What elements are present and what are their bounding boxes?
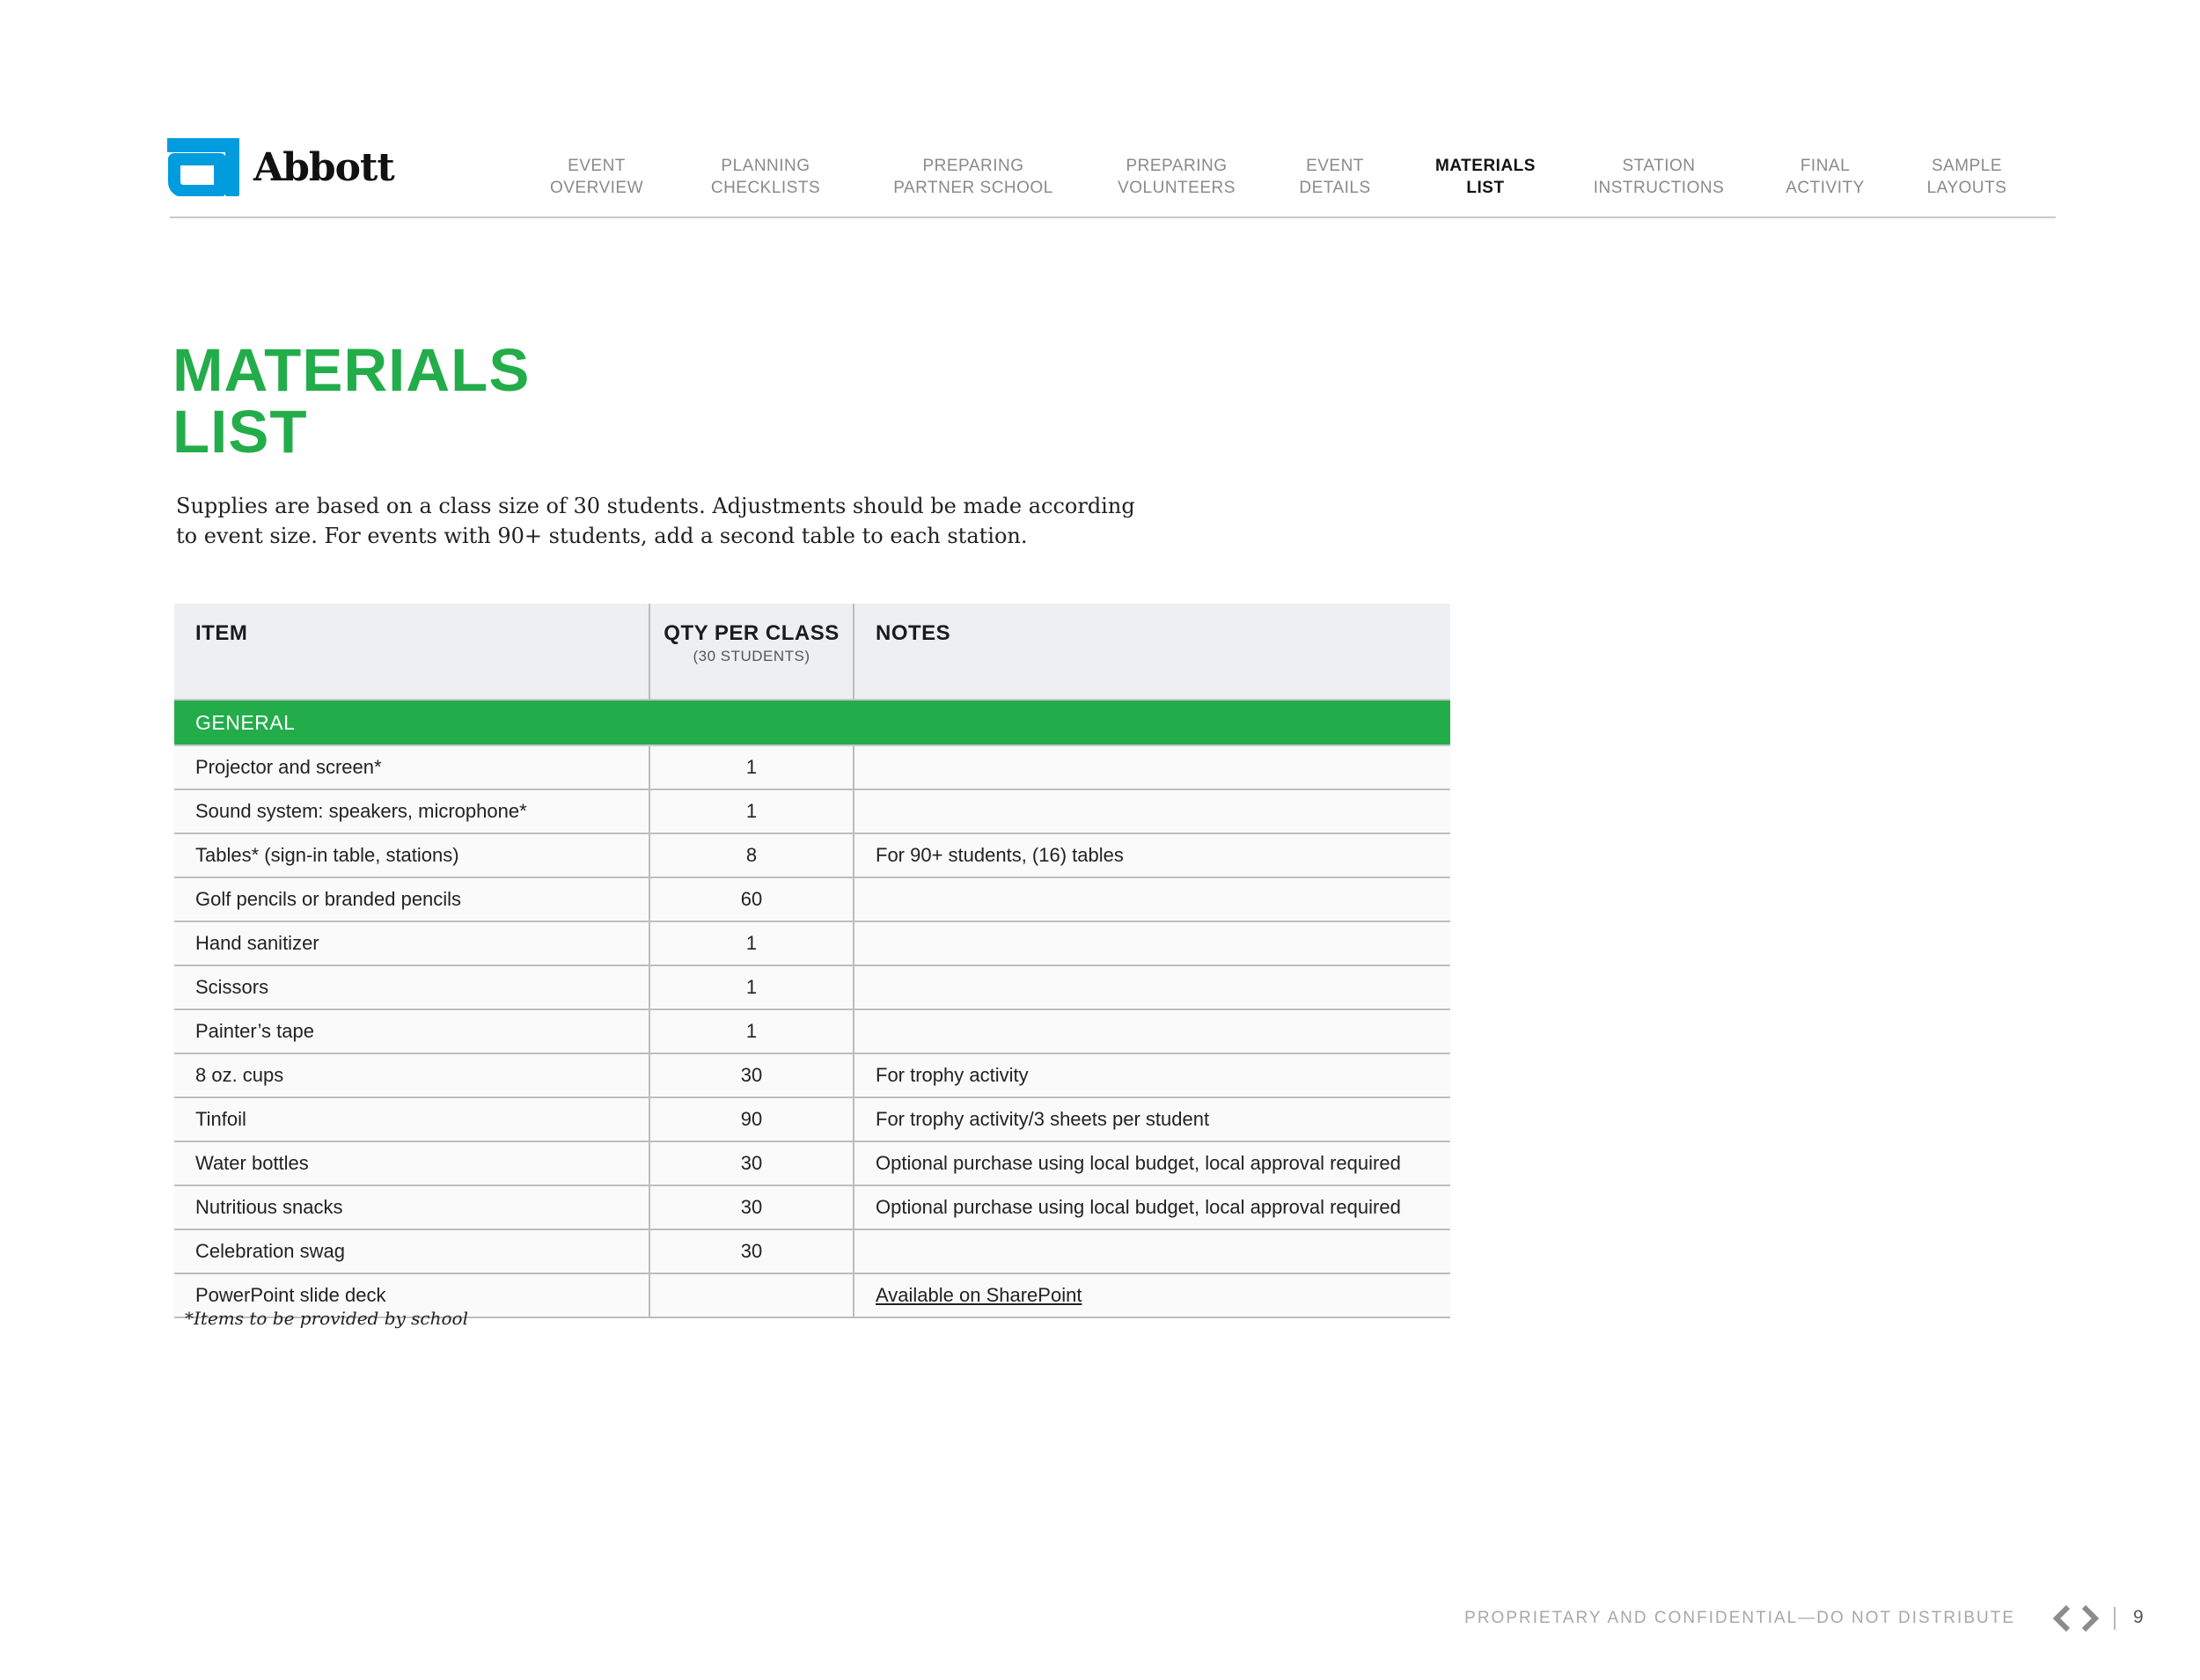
brand-name: Abbott <box>253 144 394 190</box>
nav-label-line2: LIST <box>1466 179 1505 197</box>
cell-item: Sound system: speakers, microphone* <box>174 789 649 833</box>
cell-notes <box>854 1229 1450 1273</box>
page-title-line1: MATERIALS <box>172 336 531 404</box>
table-row <box>174 965 1450 1009</box>
table-header-row <box>174 604 1450 700</box>
cell-item: 8 oz. cups <box>174 1053 649 1097</box>
cell-notes: For 90+ students, (16) tables <box>854 833 1450 877</box>
chevron-right-icon[interactable] <box>2079 1604 2101 1632</box>
section-label: GENERAL <box>174 700 1450 745</box>
footer-page-nav <box>2050 1604 2101 1632</box>
cell-item: Golf pencils or branded pencils <box>174 877 649 921</box>
cell-notes <box>854 1273 1450 1317</box>
footnote: *Items to be provided by school <box>185 1308 468 1329</box>
nav-materials-list[interactable] <box>1435 155 1536 199</box>
table-row <box>174 1009 1450 1053</box>
nav-label-line1: MATERIALS <box>1435 157 1536 175</box>
cell-item: Celebration swag <box>174 1229 649 1273</box>
footer-separator <box>2114 1607 2116 1630</box>
nav-label-line2: VOLUNTEERS <box>1118 179 1236 197</box>
sharepoint-link[interactable]: Available on SharePoint <box>876 1284 1082 1306</box>
nav-label-line1: PLANNING <box>721 157 810 175</box>
page-title-line2: LIST <box>172 398 308 466</box>
cell-qty: 1 <box>649 921 854 965</box>
header-qty-label: QTY PER CLASS <box>664 621 840 645</box>
top-navigation <box>0 155 2200 208</box>
table-row <box>174 833 1450 877</box>
cell-item: Painter’s tape <box>174 1009 649 1053</box>
materials-table <box>174 604 1450 1318</box>
nav-label-line2: OVERVIEW <box>549 179 644 197</box>
cell-qty: 30 <box>649 1229 854 1273</box>
table-row <box>174 1097 1450 1141</box>
cell-qty <box>649 1273 854 1317</box>
table-row <box>174 1229 1450 1273</box>
cell-qty: 30 <box>649 1185 854 1229</box>
nav-event-details[interactable] <box>1299 155 1370 199</box>
cell-notes <box>854 789 1450 833</box>
footer-confidential: PROPRIETARY AND CONFIDENTIAL—DO NOT DISTRIBUTE <box>1464 1609 2015 1627</box>
nav-label-line2: CHECKLISTS <box>710 179 821 197</box>
cell-item: Scissors <box>174 965 649 1009</box>
cell-qty: 1 <box>649 965 854 1009</box>
cell-qty: 60 <box>649 877 854 921</box>
cell-notes <box>854 965 1450 1009</box>
nav-label-line1: EVENT <box>1306 157 1364 175</box>
header-item: ITEM <box>174 604 649 700</box>
cell-item: Tables* (sign-in table, stations) <box>174 833 649 877</box>
table-row <box>174 789 1450 833</box>
cell-notes <box>854 877 1450 921</box>
table-row <box>174 1185 1450 1229</box>
nav-label-line1: PREPARING <box>922 157 1024 175</box>
cell-qty: 1 <box>649 1009 854 1053</box>
table-row <box>174 745 1450 789</box>
nav-label-line2: INSTRUCTIONS <box>1593 179 1725 197</box>
nav-label-line1: STATION <box>1622 157 1696 175</box>
cell-qty: 30 <box>649 1141 854 1185</box>
cell-item: Water bottles <box>174 1141 649 1185</box>
cell-qty: 8 <box>649 833 854 877</box>
intro-paragraph <box>176 491 1144 551</box>
cell-item: PowerPoint slide deck <box>174 1273 649 1317</box>
cell-notes: Optional purchase using local budget, local approval required <box>854 1141 1450 1185</box>
cell-item: Nutritious snacks <box>174 1185 649 1229</box>
header-qty <box>649 604 854 700</box>
nav-final-activity[interactable] <box>1786 155 1865 199</box>
nav-event-overview[interactable] <box>550 155 643 199</box>
cell-notes <box>854 745 1450 789</box>
nav-label-line2: PARTNER SCHOOL <box>893 179 1053 197</box>
nav-sample-layouts[interactable] <box>1927 155 2007 199</box>
nav-label-line1: SAMPLE <box>1931 157 2003 175</box>
nav-station-instructions[interactable] <box>1594 155 1725 199</box>
nav-label-line1: FINAL <box>1800 157 1851 175</box>
table-row <box>174 1141 1450 1185</box>
intro-line2: to event size. For events with 90+ students, add a second table to each station. <box>176 524 1028 548</box>
nav-preparing-partner-school[interactable] <box>893 155 1053 199</box>
cell-item: Hand sanitizer <box>174 921 649 965</box>
nav-preparing-volunteers[interactable] <box>1118 155 1236 199</box>
intro-line1: Supplies are based on a class size of 30 students. Adjustments should be made according <box>176 494 1135 518</box>
nav-label-line2: DETAILS <box>1299 179 1371 197</box>
cell-qty: 1 <box>649 745 854 789</box>
nav-planning-checklists[interactable] <box>711 155 820 199</box>
nav-label-line2: ACTIVITY <box>1786 179 1865 197</box>
nav-label-line2: LAYOUTS <box>1926 179 2007 197</box>
table-row <box>174 1053 1450 1097</box>
nav-label-line1: PREPARING <box>1126 157 1228 175</box>
cell-notes: For trophy activity <box>854 1053 1450 1097</box>
cell-qty: 90 <box>649 1097 854 1141</box>
section-row-general <box>174 700 1450 745</box>
header-notes: NOTES <box>854 604 1450 700</box>
cell-item: Tinfoil <box>174 1097 649 1141</box>
nav-label-line1: EVENT <box>568 157 626 175</box>
header-qty-sub: (30 STUDENTS) <box>693 648 810 664</box>
chevron-left-icon[interactable] <box>2050 1604 2073 1632</box>
cell-item: Projector and screen* <box>174 745 649 789</box>
cell-notes <box>854 1009 1450 1053</box>
cell-notes: Optional purchase using local budget, local approval required <box>854 1185 1450 1229</box>
page-title <box>172 336 531 466</box>
page-number: 9 <box>2133 1607 2144 1627</box>
cell-notes <box>854 921 1450 965</box>
cell-qty: 1 <box>649 789 854 833</box>
table-row <box>174 877 1450 921</box>
cell-qty: 30 <box>649 1053 854 1097</box>
nav-divider <box>170 216 2056 218</box>
table-row <box>174 921 1450 965</box>
cell-notes: For trophy activity/3 sheets per student <box>854 1097 1450 1141</box>
